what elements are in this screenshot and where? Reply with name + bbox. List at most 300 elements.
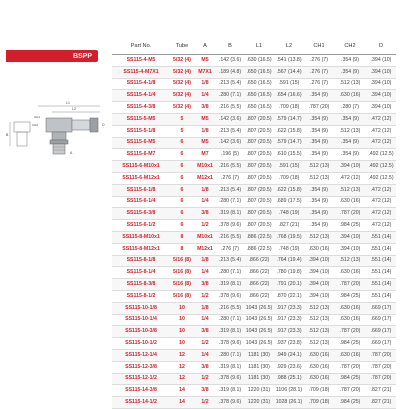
cell-ch1: .354 (9) xyxy=(304,184,334,196)
cell-ch1: .276 (7) xyxy=(304,55,334,67)
cell-tube: 5/32 (4) xyxy=(170,66,194,78)
table-row xyxy=(112,267,396,279)
cell-b: .213 (5.4) xyxy=(216,125,244,137)
cell-b: .280 (7.1) xyxy=(216,314,244,326)
cell-a: 1/8 xyxy=(194,78,216,90)
cell-b: .280 (7.1) xyxy=(216,349,244,361)
cell-part: SS115-14-3/8 xyxy=(112,385,170,397)
cell-d: .827 (21) xyxy=(366,397,396,409)
cell-ch2: .787 (20) xyxy=(334,279,366,291)
table-row xyxy=(112,314,396,326)
header-b: B xyxy=(216,40,244,55)
cell-tube: 6 xyxy=(170,184,194,196)
cell-l2: .622 (15.8) xyxy=(274,125,304,137)
cell-l1: 1043 (26.5) xyxy=(244,326,274,338)
cell-l1: .807 (20.5) xyxy=(244,149,274,161)
cell-ch1: .354 (9) xyxy=(304,208,334,220)
cell-b: .142 (3.6) xyxy=(216,55,244,67)
cell-part: SS115-10-1/2 xyxy=(112,338,170,350)
cell-a: M5 xyxy=(194,137,216,149)
cell-ch2: .630 (16) xyxy=(334,267,366,279)
cell-d: .669 (17) xyxy=(366,326,396,338)
cell-l1: .630 (16.5) xyxy=(244,55,274,67)
cell-ch2: .630 (16) xyxy=(334,314,366,326)
cell-ch2: .512 (13) xyxy=(334,184,366,196)
cell-ch2: .984 (25) xyxy=(334,220,366,232)
cell-b: .213 (5.4) xyxy=(216,184,244,196)
diagram-label-ch1: CH1 xyxy=(34,115,41,119)
table-row xyxy=(112,161,396,173)
table-row xyxy=(112,220,396,232)
table-row xyxy=(112,78,396,90)
header-l2: L2 xyxy=(274,40,304,55)
cell-a: 1/8 xyxy=(194,255,216,267)
cell-ch1: .630 (16) xyxy=(304,361,334,373)
cell-part: SS115-4-1/4 xyxy=(112,90,170,102)
cell-ch2: .354 (9) xyxy=(334,149,366,161)
cell-a: 1/2 xyxy=(194,373,216,385)
table-row xyxy=(112,113,396,125)
cell-ch1: .394 (10) xyxy=(304,290,334,302)
cell-l2: .579 (14.7) xyxy=(274,113,304,125)
cell-d: .472 (12) xyxy=(366,125,396,137)
cell-part: SS115-5-1/8 xyxy=(112,125,170,137)
cell-a: 3/8 xyxy=(194,102,216,114)
cell-ch2: .787 (20) xyxy=(334,208,366,220)
header-tube: Tube xyxy=(170,40,194,55)
cell-a: 1/4 xyxy=(194,90,216,102)
cell-l1: .866 (22) xyxy=(244,255,274,267)
cell-l1: .807 (20.5) xyxy=(244,125,274,137)
cell-ch2: .787 (20) xyxy=(334,361,366,373)
cell-part: SS115-4-3/8 xyxy=(112,102,170,114)
cell-d: .551 (14) xyxy=(366,255,396,267)
cell-ch2: .630 (16) xyxy=(334,349,366,361)
cell-ch1: .354 (9) xyxy=(304,113,334,125)
cell-d: .472 (12) xyxy=(366,113,396,125)
cell-tube: 5/32 (4) xyxy=(170,102,194,114)
cell-b: .276 (7) xyxy=(216,243,244,255)
header-d: D xyxy=(366,40,396,55)
cell-ch2: .630 (16) xyxy=(334,90,366,102)
cell-l1: 1181 (30) xyxy=(244,361,274,373)
cell-ch1: .354 (9) xyxy=(304,220,334,232)
cell-b: .142 (3.6) xyxy=(216,113,244,125)
cell-b: .142 (3.6) xyxy=(216,137,244,149)
table-row xyxy=(112,102,396,114)
table-row xyxy=(112,255,396,267)
cell-a: 1/8 xyxy=(194,302,216,314)
cell-d: .787 (20) xyxy=(366,361,396,373)
cell-part: SS115-6-M5 xyxy=(112,137,170,149)
header-part-no: Part No. xyxy=(112,40,170,55)
cell-ch1: .512 (13) xyxy=(304,314,334,326)
cell-b: .319 (8.1) xyxy=(216,385,244,397)
cell-tube: 14 xyxy=(170,397,194,409)
cell-d: .551 (14) xyxy=(366,279,396,291)
cell-l2: .870 (22.1) xyxy=(274,290,304,302)
cell-part: SS115-8-1/4 xyxy=(112,267,170,279)
table-row xyxy=(112,196,396,208)
cell-tube: 6 xyxy=(170,161,194,173)
cell-d: .472 (12) xyxy=(366,184,396,196)
cell-d: .394 (10) xyxy=(366,102,396,114)
cell-a: 1/2 xyxy=(194,290,216,302)
cell-l1: .807 (20.5) xyxy=(244,137,274,149)
table-row xyxy=(112,66,396,78)
cell-ch1: .787 (20) xyxy=(304,102,334,114)
cell-l1: 1181 (30) xyxy=(244,373,274,385)
cell-ch2: .512 (13) xyxy=(334,125,366,137)
cell-tube: 6 xyxy=(170,208,194,220)
cell-l1: .886 (22.5) xyxy=(244,243,274,255)
cell-l1: .807 (20.5) xyxy=(244,220,274,232)
cell-ch2: .984 (25) xyxy=(334,373,366,385)
cell-tube: 6 xyxy=(170,172,194,184)
cell-b: .319 (8.1) xyxy=(216,208,244,220)
cell-l1: .650 (16.5) xyxy=(244,102,274,114)
cell-l1: .650 (16.5) xyxy=(244,78,274,90)
table-body xyxy=(112,55,396,409)
cell-ch1: .630 (16) xyxy=(304,349,334,361)
cell-ch1: .354 (9) xyxy=(304,149,334,161)
table-row xyxy=(112,397,396,409)
cell-ch1: .630 (16) xyxy=(304,243,334,255)
cell-l2: .988 (25.1) xyxy=(274,373,304,385)
cell-d: .551 (14) xyxy=(366,231,396,243)
cell-ch2: .630 (16) xyxy=(334,302,366,314)
cell-b: .216 (5.5) xyxy=(216,102,244,114)
cell-l2: 1106 (28.1) xyxy=(274,385,304,397)
cell-tube: 5/16 (8) xyxy=(170,255,194,267)
cell-ch1: .512 (13) xyxy=(304,302,334,314)
cell-a: 3/8 xyxy=(194,208,216,220)
cell-b: .378 (9.6) xyxy=(216,338,244,350)
cell-part: SS115-8-1/8 xyxy=(112,255,170,267)
cell-tube: 6 xyxy=(170,220,194,232)
cell-part: SS115-6-M7 xyxy=(112,149,170,161)
cell-l1: .807 (20.5) xyxy=(244,184,274,196)
cell-l2: .689 (17.5) xyxy=(274,196,304,208)
cell-ch1: .354 (9) xyxy=(304,196,334,208)
header-l1: L1 xyxy=(244,40,274,55)
cell-l2: .768 (19.5) xyxy=(274,231,304,243)
diagram-label-d: D xyxy=(102,123,105,127)
table-row xyxy=(112,90,396,102)
cell-b: .378 (9.6) xyxy=(216,397,244,409)
table-row xyxy=(112,149,396,161)
cell-a: 1/4 xyxy=(194,196,216,208)
cell-l2: .622 (15.8) xyxy=(274,184,304,196)
cell-part: SS115-12-3/8 xyxy=(112,361,170,373)
cell-l2: .610 (15.5) xyxy=(274,149,304,161)
cell-ch1: .276 (7) xyxy=(304,66,334,78)
cell-ch1: .709 (18) xyxy=(304,397,334,409)
cell-ch2: .472 (12) xyxy=(334,172,366,184)
cell-l2: .791 (20.1) xyxy=(274,279,304,291)
cell-b: .216 (5.5) xyxy=(216,161,244,173)
cell-b: .196 (5) xyxy=(216,149,244,161)
cell-d: .394 (10) xyxy=(366,90,396,102)
cell-part: SS115-6-1/8 xyxy=(112,184,170,196)
cell-part: SS115-10-1/4 xyxy=(112,314,170,326)
cell-ch1: .354 (9) xyxy=(304,90,334,102)
cell-a: M7 xyxy=(194,149,216,161)
cell-ch2: .354 (9) xyxy=(334,137,366,149)
table-row xyxy=(112,172,396,184)
cell-part: SS115-8-1/2 xyxy=(112,290,170,302)
cell-b: .213 (5.4) xyxy=(216,255,244,267)
header-ch2: CH2 xyxy=(334,40,366,55)
cell-part: SS115-10-3/8 xyxy=(112,326,170,338)
cell-a: 1/2 xyxy=(194,338,216,350)
cell-part: SS115-6-1/2 xyxy=(112,220,170,232)
cell-l2: .764 (19.4) xyxy=(274,255,304,267)
cell-part: SS115-8-3/8 xyxy=(112,279,170,291)
cell-ch2: .394 (10) xyxy=(334,243,366,255)
cell-a: M10x1 xyxy=(194,231,216,243)
cell-b: .319 (8.1) xyxy=(216,361,244,373)
cell-a: 3/8 xyxy=(194,326,216,338)
cell-d: .492 (12.5) xyxy=(366,149,396,161)
table-row xyxy=(112,125,396,137)
spec-table xyxy=(112,40,396,409)
left-panel xyxy=(0,0,112,400)
diagram-label-a: A xyxy=(70,151,73,155)
cell-tube: 8 xyxy=(170,231,194,243)
cell-tube: 10 xyxy=(170,338,194,350)
table-row xyxy=(112,184,396,196)
cell-ch1: .394 (10) xyxy=(304,279,334,291)
cell-l2: .748 (19) xyxy=(274,208,304,220)
cell-d: .394 (10) xyxy=(366,78,396,90)
cell-part: SS115-6-M10x1 xyxy=(112,161,170,173)
cell-d: .669 (17) xyxy=(366,338,396,350)
cell-d: .394 (10) xyxy=(366,55,396,67)
cell-ch2: .354 (9) xyxy=(334,66,366,78)
cell-l2: .917 (23.3) xyxy=(274,326,304,338)
cell-a: 1/4 xyxy=(194,314,216,326)
cell-a: 1/4 xyxy=(194,349,216,361)
cell-ch2: .354 (9) xyxy=(334,55,366,67)
cell-d: .394 (10) xyxy=(366,66,396,78)
cell-l2: .541 (13.8) xyxy=(274,55,304,67)
cell-ch2: .630 (16) xyxy=(334,196,366,208)
cell-tube: 5/32 (4) xyxy=(170,55,194,67)
cell-l2: .917 (23.3) xyxy=(274,302,304,314)
cell-d: .787 (20) xyxy=(366,373,396,385)
cell-tube: 10 xyxy=(170,326,194,338)
cell-part: SS115-4-1/8 xyxy=(112,78,170,90)
cell-tube: 8 xyxy=(170,243,194,255)
cell-ch2: .354 (9) xyxy=(334,113,366,125)
cell-ch2: .787 (20) xyxy=(334,385,366,397)
cell-l2: .591 (15) xyxy=(274,78,304,90)
cell-a: 1/2 xyxy=(194,220,216,232)
cell-b: .319 (8.1) xyxy=(216,279,244,291)
cell-b: .213 (5.4) xyxy=(216,78,244,90)
cell-ch2: .512 (13) xyxy=(334,78,366,90)
cell-a: 1/8 xyxy=(194,125,216,137)
cell-l2: .937 (23.8) xyxy=(274,338,304,350)
cell-l1: 1220 (31) xyxy=(244,397,274,409)
cell-l2: .917 (23.3) xyxy=(274,314,304,326)
table-row xyxy=(112,349,396,361)
cell-l2: .709 (18) xyxy=(274,102,304,114)
cell-part: SS115-12-1/2 xyxy=(112,373,170,385)
table-row xyxy=(112,208,396,220)
cell-ch2: .787 (20) xyxy=(334,326,366,338)
cell-l1: .807 (20.5) xyxy=(244,161,274,173)
table-row xyxy=(112,361,396,373)
table-row xyxy=(112,290,396,302)
cell-b: .378 (9.6) xyxy=(216,220,244,232)
cell-part: SS115-6-1/4 xyxy=(112,196,170,208)
cell-part: SS115-6-3/8 xyxy=(112,208,170,220)
cell-a: M12x1 xyxy=(194,172,216,184)
cell-d: .492 (12.5) xyxy=(366,172,396,184)
table-row xyxy=(112,326,396,338)
cell-tube: 5/32 (4) xyxy=(170,78,194,90)
cell-b: .276 (7) xyxy=(216,172,244,184)
cell-a: M7X1 xyxy=(194,66,216,78)
cell-tube: 5 xyxy=(170,113,194,125)
cell-d: .551 (14) xyxy=(366,243,396,255)
cell-ch2: .984 (25) xyxy=(334,338,366,350)
cell-l2: .591 (15) xyxy=(274,161,304,173)
cell-ch1: .512 (13) xyxy=(304,172,334,184)
cell-ch1: .354 (9) xyxy=(304,137,334,149)
cell-l1: .807 (20.5) xyxy=(244,172,274,184)
cell-l2: .709 (18) xyxy=(274,172,304,184)
header-a: A xyxy=(194,40,216,55)
cell-tube: 5/16 (8) xyxy=(170,290,194,302)
cell-tube: 12 xyxy=(170,373,194,385)
cell-tube: 14 xyxy=(170,385,194,397)
cell-ch1: .709 (18) xyxy=(304,385,334,397)
cell-ch2: .394 (10) xyxy=(334,161,366,173)
cell-part: SS115-8-M12x1 xyxy=(112,243,170,255)
cell-b: .280 (7.1) xyxy=(216,196,244,208)
cell-d: .472 (12) xyxy=(366,208,396,220)
cell-l1: .807 (20.5) xyxy=(244,113,274,125)
cell-ch1: .630 (16) xyxy=(304,373,334,385)
cell-part: SS115-12-1/4 xyxy=(112,349,170,361)
cell-b: .319 (8.1) xyxy=(216,326,244,338)
cell-d: .669 (17) xyxy=(366,302,396,314)
bspp-badge: BSPP xyxy=(6,50,98,62)
cell-l1: 1043 (26.5) xyxy=(244,302,274,314)
cell-ch1: .394 (10) xyxy=(304,255,334,267)
cell-part: SS115-4-M7X1 xyxy=(112,66,170,78)
cell-tube: 5 xyxy=(170,125,194,137)
cell-tube: 10 xyxy=(170,302,194,314)
cell-l2: .929 (23.6) xyxy=(274,361,304,373)
diagram-label-b: B xyxy=(6,133,9,137)
cell-ch2: .280 (7) xyxy=(334,102,366,114)
cell-d: .551 (14) xyxy=(366,290,396,302)
cell-ch1: .276 (7) xyxy=(304,78,334,90)
cell-l2: .780 (19.8) xyxy=(274,267,304,279)
cell-a: 3/8 xyxy=(194,279,216,291)
cell-tube: 5/32 (4) xyxy=(170,90,194,102)
cell-b: .189 (4.8) xyxy=(216,66,244,78)
cell-tube: 5/16 (8) xyxy=(170,267,194,279)
diagram-label-l2: L2 xyxy=(72,107,76,111)
cell-b: .280 (7.1) xyxy=(216,267,244,279)
cell-part: SS115-6-M12x1 xyxy=(112,172,170,184)
cell-l1: .866 (22) xyxy=(244,267,274,279)
cell-ch1: .512 (13) xyxy=(304,231,334,243)
cell-a: M10x1 xyxy=(194,161,216,173)
cell-l1: 1220 (31) xyxy=(244,385,274,397)
cell-tube: 6 xyxy=(170,137,194,149)
table-row xyxy=(112,243,396,255)
table-row xyxy=(112,302,396,314)
table-row xyxy=(112,55,396,67)
cell-d: .472 (12) xyxy=(366,220,396,232)
cell-l1: 1043 (26.5) xyxy=(244,338,274,350)
cell-a: 1/8 xyxy=(194,184,216,196)
cell-d: .787 (20) xyxy=(366,349,396,361)
cell-l1: 1043 (26.5) xyxy=(244,314,274,326)
cell-ch1: .512 (13) xyxy=(304,161,334,173)
cell-ch2: .984 (25) xyxy=(334,397,366,409)
cell-part: SS115-5-M5 xyxy=(112,113,170,125)
cell-d: .492 (12.5) xyxy=(366,161,396,173)
cell-tube: 5/16 (8) xyxy=(170,279,194,291)
cell-b: .378 (9.6) xyxy=(216,373,244,385)
cell-a: 1/4 xyxy=(194,267,216,279)
cell-l1: .807 (20.5) xyxy=(244,196,274,208)
cell-part: SS115-4-M5 xyxy=(112,55,170,67)
cell-l1: .866 (22) xyxy=(244,279,274,291)
cell-a: M12x1 xyxy=(194,243,216,255)
table-row xyxy=(112,373,396,385)
cell-a: M5 xyxy=(194,55,216,67)
table-row xyxy=(112,231,396,243)
cell-d: .472 (12) xyxy=(366,137,396,149)
cell-d: .827 (21) xyxy=(366,385,396,397)
cell-part: SS115-14-1/2 xyxy=(112,397,170,409)
cell-l1: .650 (16.5) xyxy=(244,90,274,102)
cell-ch2: .984 (25) xyxy=(334,290,366,302)
table-row xyxy=(112,338,396,350)
cell-l2: .654 (16.6) xyxy=(274,90,304,102)
table-header-row xyxy=(112,40,396,55)
cell-l2: .949 (24.1) xyxy=(274,349,304,361)
cell-l2: .579 (14.7) xyxy=(274,137,304,149)
table-row xyxy=(112,385,396,397)
cell-a: 3/8 xyxy=(194,385,216,397)
cell-d: .669 (17) xyxy=(366,314,396,326)
cell-part: SS115-10-1/8 xyxy=(112,302,170,314)
cell-l1: .650 (16.5) xyxy=(244,66,274,78)
diagram-label-ch2: CH2 xyxy=(32,123,39,127)
cell-d: .551 (14) xyxy=(366,267,396,279)
cell-ch2: .512 (13) xyxy=(334,255,366,267)
table-row xyxy=(112,137,396,149)
cell-ch1: .512 (13) xyxy=(304,338,334,350)
cell-b: .216 (5.5) xyxy=(216,302,244,314)
cell-l1: .886 (22.5) xyxy=(244,231,274,243)
cell-part: SS115-8-M10x1 xyxy=(112,231,170,243)
fitting-diagram xyxy=(6,96,110,162)
cell-l2: .567 (14.4) xyxy=(274,66,304,78)
cell-a: 3/8 xyxy=(194,361,216,373)
cell-ch2: .394 (10) xyxy=(334,231,366,243)
cell-b: .216 (5.5) xyxy=(216,231,244,243)
